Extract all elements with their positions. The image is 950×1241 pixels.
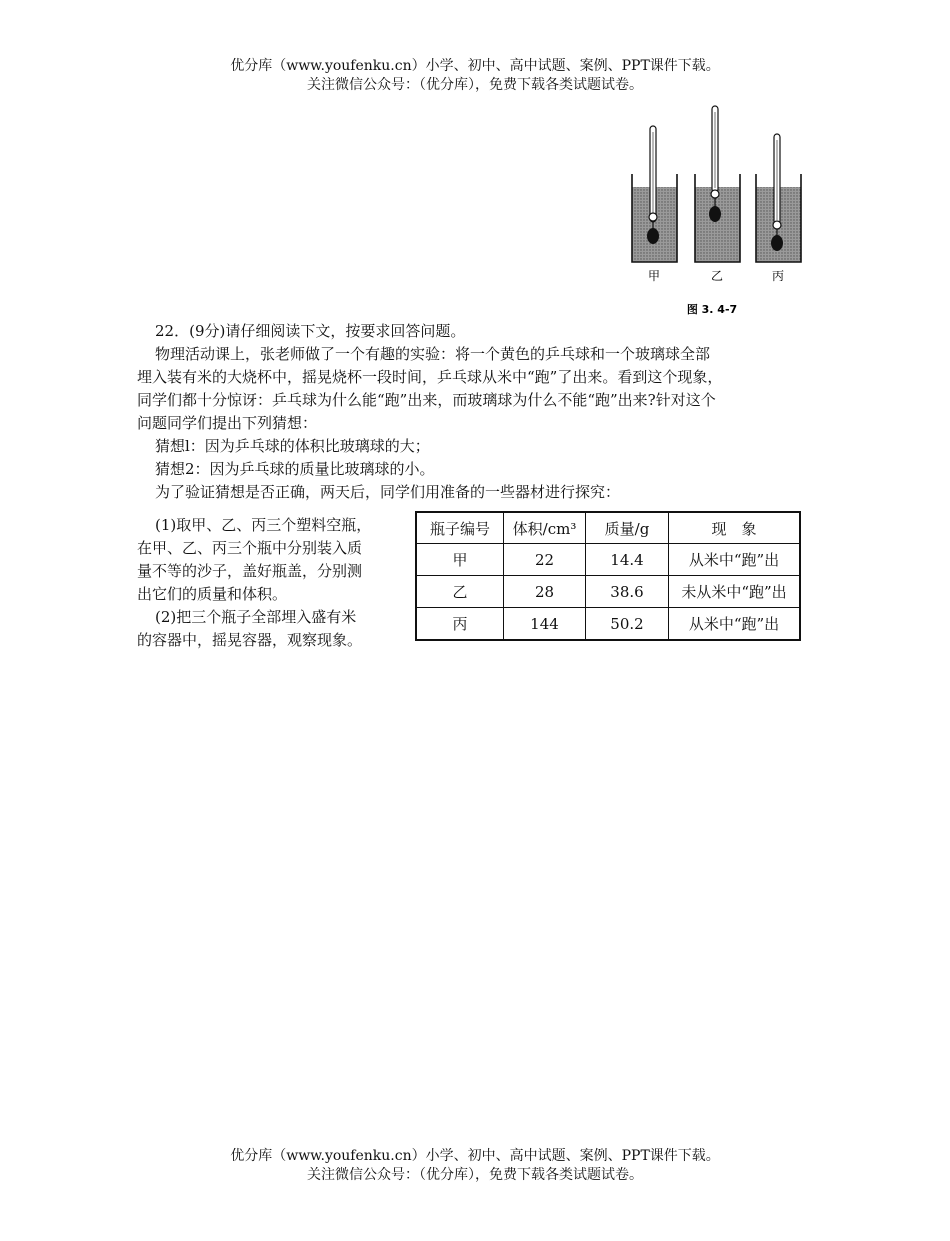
cell-phenomenon: 未从米中“跑”出	[669, 576, 801, 608]
step-1-line: (1)取甲、乙、丙三个塑料空瓶，	[155, 516, 372, 534]
table-header-row	[416, 512, 800, 544]
experiment-table	[415, 511, 801, 641]
table-row	[416, 576, 800, 608]
jar-jia	[632, 126, 677, 262]
footer-line-1: 优分库（www.youfenku.cn）小学、初中、高中试题、案例、PPT课件下载。	[230, 1148, 720, 1164]
step-1-line: 在甲、乙、丙三个瓶中分别装入质	[137, 539, 363, 557]
thermometer-figure	[622, 102, 812, 322]
cell-phenomenon: 从米中“跑”出	[669, 544, 801, 576]
header-bottle-id: 瓶子编号	[416, 512, 504, 544]
guess-1: 猜想l：因为乒乓球的体积比玻璃球的大；	[155, 437, 430, 455]
step-2-line: (2)把三个瓶子全部埋入盛有米	[155, 608, 357, 626]
cell-mass: 50.2	[586, 608, 669, 641]
procedure-steps	[137, 514, 407, 652]
step-2-line: 的容器中，摇晃容器，观察现象。	[137, 631, 363, 649]
header-volume: 体积/cm³	[504, 512, 586, 544]
step-1-line: 量不等的沙子，盖好瓶盖，分别测	[137, 562, 363, 580]
cell-volume: 22	[504, 544, 586, 576]
cell-phenomenon: 从米中“跑”出	[669, 608, 801, 641]
question-body	[137, 320, 807, 504]
header-phenomenon: 现 象	[669, 512, 801, 544]
jar-label-jia: 甲	[647, 269, 661, 283]
paragraph-line: 问题同学们提出下列猜想：	[137, 414, 318, 432]
cell-mass: 38.6	[586, 576, 669, 608]
cell-volume: 144	[504, 608, 586, 641]
jar-label-bing: 丙	[771, 269, 785, 283]
header-line-1: 优分库（www.youfenku.cn）小学、初中、高中试题、案例、PPT课件下载。	[230, 58, 720, 74]
table-row	[416, 608, 800, 641]
question-title: 22．(9分)请仔细阅读下文，按要求回答问题。	[155, 322, 466, 340]
paragraph-line: 物理活动课上，张老师做了一个有趣的实验：将一个黄色的乒乓球和一个玻璃球全部	[155, 345, 711, 363]
verify-text: 为了验证猜想是否正确，两天后，同学们用准备的一些器材进行探究：	[155, 483, 621, 501]
cell-mass: 14.4	[586, 544, 669, 576]
page-footer	[0, 1147, 950, 1185]
cell-bottle: 丙	[416, 608, 504, 641]
footer-line-2: 关注微信公众号：（优分库），免费下载各类试题试卷。	[307, 1167, 643, 1183]
figure-caption: 图 3. 4-7	[686, 303, 738, 316]
page-header	[0, 57, 950, 95]
jar-bing	[756, 134, 801, 262]
paragraph-line: 埋入装有米的大烧杯中，摇晃烧杯一段时间，乒乓球从米中“跑”了出来。看到这个现象，	[137, 368, 723, 386]
cell-bottle: 甲	[416, 544, 504, 576]
jar-label-yi: 乙	[710, 269, 724, 283]
cell-bottle: 乙	[416, 576, 504, 608]
header-mass: 质量/g	[586, 512, 669, 544]
paragraph-line: 同学们都十分惊讶：乒乓球为什么能“跑”出来，而玻璃球为什么不能“跑”出来?针对这个	[137, 391, 716, 409]
cell-volume: 28	[504, 576, 586, 608]
header-line-2: 关注微信公众号：（优分库），免费下载各类试题试卷。	[307, 77, 643, 93]
step-1-line: 出它们的质量和体积。	[137, 585, 288, 603]
guess-2: 猜想2：因为乒乓球的质量比玻璃球的小。	[155, 460, 435, 478]
table-row	[416, 544, 800, 576]
jar-yi	[695, 106, 740, 262]
